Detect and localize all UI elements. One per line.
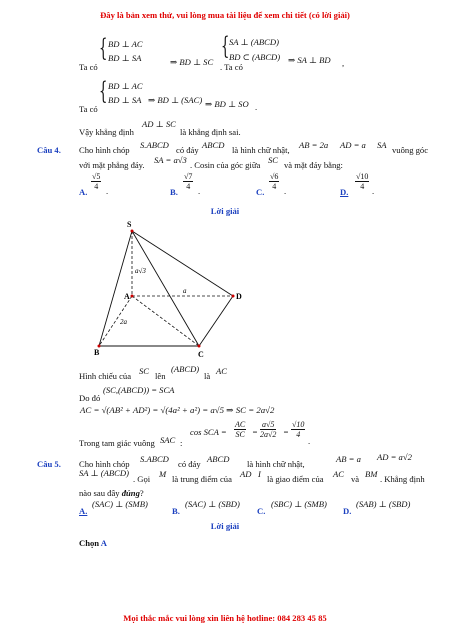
q5-math: AB = a	[336, 454, 361, 464]
sol-text: Do đó	[79, 393, 101, 403]
q5-math: AC	[333, 469, 344, 479]
fraction: $\frac{a√5}{2a√2}$	[260, 420, 277, 439]
loigiai-heading: Lời giải	[210, 521, 240, 531]
vertex-a-label: A	[124, 292, 130, 301]
q4-math: SA = a√3	[154, 155, 187, 165]
sys3-mid: ⇒ BD ⊥ (SAC)	[148, 95, 203, 105]
option-b-label[interactable]: B.	[170, 187, 178, 197]
fraction: $\frac{√10}{4}$	[292, 420, 305, 439]
q4-math: SC	[268, 155, 279, 165]
vertex-s-label: S	[127, 220, 132, 229]
vertex-b-label: B	[94, 348, 100, 357]
sol-text: là	[204, 371, 211, 381]
q4-text: và mặt đáy bằng:	[284, 160, 343, 170]
conclusion-math: AD ⊥ SC	[142, 119, 176, 129]
sol-math: (SC,(ABCD)) = SCA	[103, 385, 175, 395]
taco-label: Ta có	[79, 62, 98, 72]
q5-math: I	[258, 469, 261, 479]
sol-math: (ABCD)	[171, 364, 200, 374]
pyramid-figure	[85, 218, 260, 358]
option-b-label[interactable]: B.	[172, 506, 180, 516]
sys1-line2: BD ⊥ SA	[108, 53, 142, 63]
vertex-c-label: C	[198, 350, 204, 358]
q4-text: với mặt phẳng đáy.	[79, 160, 145, 170]
q5-text: là giao điểm của	[267, 474, 324, 484]
option-c-label[interactable]: C.	[256, 187, 265, 197]
option-a-label[interactable]: A.	[79, 506, 88, 516]
q5-math: ABCD	[207, 454, 230, 464]
q5-text: có đáy	[178, 459, 201, 469]
q5-text: . Khẳng định	[380, 474, 425, 484]
q4-math: AB = 2a	[299, 140, 329, 150]
comma: ,	[342, 58, 345, 68]
ad-label: a	[183, 287, 187, 295]
conclusion-suffix: là khẳng định sai.	[180, 127, 241, 137]
sol-math: cos SCA =	[190, 427, 227, 437]
q5-text: . Gọi	[133, 474, 151, 484]
q4-math: SA	[377, 140, 387, 150]
preview-banner: Đây là bản xem thử, vui lòng mua tài liệu để xem chi tiết (có lời giải)	[100, 10, 350, 20]
taco-label-3: Ta có	[79, 104, 98, 114]
sys2-line1: SA ⊥ (ABCD)	[229, 37, 279, 47]
option-b-value: $\frac{√7}{4}$	[184, 172, 193, 191]
sol-text: Trong tam giác vuông	[79, 438, 155, 448]
q4-text: Cho hình chóp	[79, 145, 130, 155]
sol-math: AC	[216, 366, 227, 376]
q5-math: BM	[365, 469, 378, 479]
q5-text: là hình chữ nhật,	[247, 459, 305, 469]
loigiai-heading: Lời giải	[210, 206, 240, 216]
brace: {	[99, 34, 108, 62]
q4-text: có đáy	[176, 145, 199, 155]
option-a-value: (SAC) ⊥ (SMB)	[92, 499, 148, 509]
q5-text: là trung điểm của	[172, 474, 232, 484]
q5-math: AD = a√2	[377, 452, 412, 462]
dot: .	[255, 102, 258, 112]
option-b-value: (SAC) ⊥ (SBD)	[185, 499, 240, 509]
q4-math: ABCD	[202, 140, 225, 150]
option-a-value: $\frac{√5}{4}$	[92, 172, 101, 191]
sol-math: SAC	[160, 435, 176, 445]
sol-text: lên	[155, 371, 166, 381]
brace: {	[221, 32, 230, 60]
q5-math: S.ABCD	[140, 454, 169, 464]
sys3-result: ⇒ BD ⊥ SO	[205, 99, 249, 109]
option-d-value: $\frac{√10}{4}$	[356, 172, 369, 191]
sys2-line2: BD ⊂ (ABCD)	[229, 52, 281, 62]
option-d-label[interactable]: D.	[340, 187, 349, 197]
option-a-label[interactable]: A.	[79, 187, 88, 197]
sys3-line1: BD ⊥ AC	[108, 81, 143, 91]
taco-label-2: . Ta có	[220, 62, 243, 72]
sys1-result: ⇒ BD ⊥ SC	[170, 57, 214, 67]
vertex-d-label: D	[236, 292, 242, 301]
height-label: a√3	[135, 267, 146, 275]
fraction: $\frac{AC}{SC}$	[235, 420, 246, 439]
option-c-value: (SBC) ⊥ (SMB)	[271, 499, 327, 509]
footer-hotline: Mọi thắc mắc vui lòng xin liên hệ hotline: 084 283 45 85	[123, 613, 327, 623]
chon-answer: Chọn A	[79, 538, 107, 548]
q5-text: và	[351, 474, 360, 484]
q4-text: vuông góc	[392, 145, 429, 155]
q4-text: là hình chữ nhật,	[232, 145, 290, 155]
q5-math: M	[159, 469, 167, 479]
option-d-label[interactable]: D.	[343, 506, 352, 516]
q5-math: SA ⊥ (ABCD)	[79, 468, 129, 478]
option-c-label[interactable]: C.	[257, 506, 266, 516]
q5-text: Cho hình chóp	[79, 459, 130, 469]
option-c-value: $\frac{√6}{4}$	[270, 172, 279, 191]
sys3-line2: BD ⊥ SA	[108, 95, 142, 105]
sol-math: AC = √(AB² + AD²) = √(4a² + a²) = a√5 ⇒ SC = 2a√2	[80, 405, 275, 415]
brace: {	[99, 77, 108, 105]
sol-math: SC	[139, 366, 150, 376]
conclusion-prefix: Vậy khẳng định	[79, 127, 134, 137]
q5-math: AD	[240, 469, 252, 479]
question-label: Câu 4.	[37, 145, 61, 155]
sol-text: :	[180, 438, 183, 448]
option-d-value: (SAB) ⊥ (SBD)	[356, 499, 411, 509]
question-label: Câu 5.	[37, 459, 61, 469]
ab-label: 2a	[120, 318, 127, 326]
q5-line3: nào sau đây đúng?	[79, 488, 144, 498]
q4-math: AD = a	[340, 140, 366, 150]
sol-text: Hình chiếu của	[79, 371, 132, 381]
q4-text: . Cosin của góc giữa	[190, 160, 261, 170]
sys2-result: ⇒ SA ⊥ BD	[288, 55, 331, 65]
sys1-line1: BD ⊥ AC	[108, 39, 143, 49]
q4-math: S.ABCD	[140, 140, 169, 150]
